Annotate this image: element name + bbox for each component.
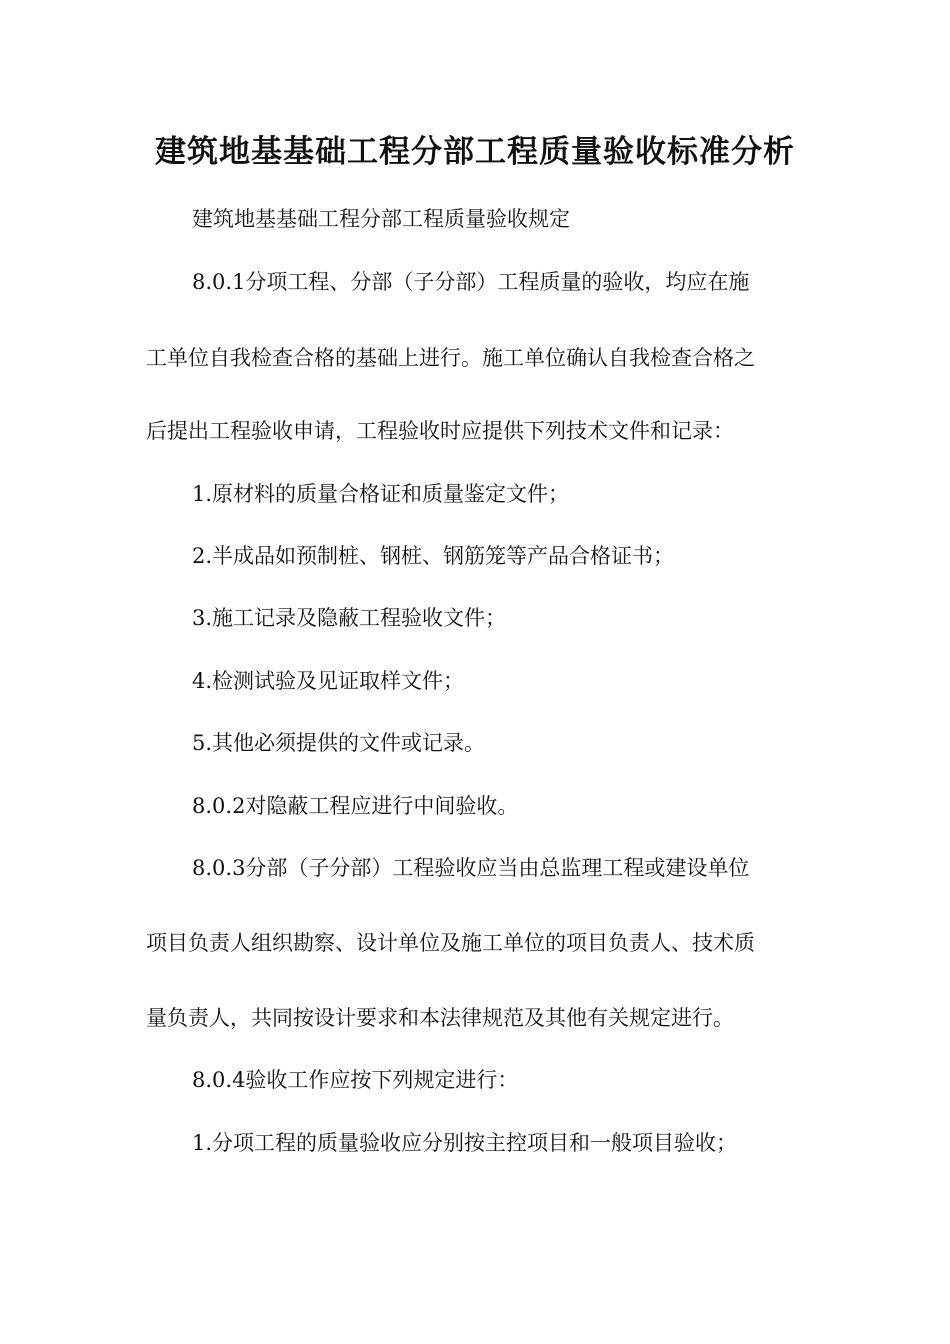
paragraph-subtitle: 建筑地基基础工程分部工程质量验收规定 — [192, 207, 570, 231]
list-item-3: 3.施工记录及隐蔽工程验收文件； — [192, 606, 507, 630]
list-item-8-0-4-1: 1.分项工程的质量验收应分别按主控项目和一般项目验收； — [192, 1131, 738, 1155]
paragraph-8-0-1-line2: 工单位自我检查合格的基础上进行。施工单位确认自我检查合格之 — [146, 346, 755, 370]
paragraph-8-0-1-line1: 8.0.1分项工程、分部（子分部）工程质量的验收，均应在施 — [192, 270, 750, 294]
list-item-1: 1.原材料的质量合格证和质量鉴定文件； — [192, 482, 570, 506]
paragraph-8-0-3-line3: 量负责人，共同按设计要求和本法律规范及其他有关规定进行。 — [146, 1006, 734, 1030]
document-title: 建筑地基基础工程分部工程质量验收标准分析 — [155, 134, 795, 170]
paragraph-8-0-1-line3: 后提出工程验收申请，工程验收时应提供下列技术文件和记录： — [146, 419, 734, 443]
paragraph-8-0-4: 8.0.4验收工作应按下列规定进行： — [192, 1068, 519, 1092]
paragraph-8-0-3-line1: 8.0.3分部（子分部）工程验收应当由总监理工程或建设单位 — [192, 856, 750, 880]
paragraph-8-0-3-line2: 项目负责人组织勘察、设计单位及施工单位的项目负责人、技术质 — [146, 931, 755, 955]
paragraph-8-0-2: 8.0.2对隐蔽工程应进行中间验收。 — [192, 794, 519, 818]
list-item-2: 2.半成品如预制桩、钢桩、钢筋笼等产品合格证书； — [192, 544, 675, 568]
list-item-4: 4.检测试验及见证取样文件； — [192, 669, 465, 693]
list-item-5: 5.其他必须提供的文件或记录。 — [192, 731, 486, 755]
